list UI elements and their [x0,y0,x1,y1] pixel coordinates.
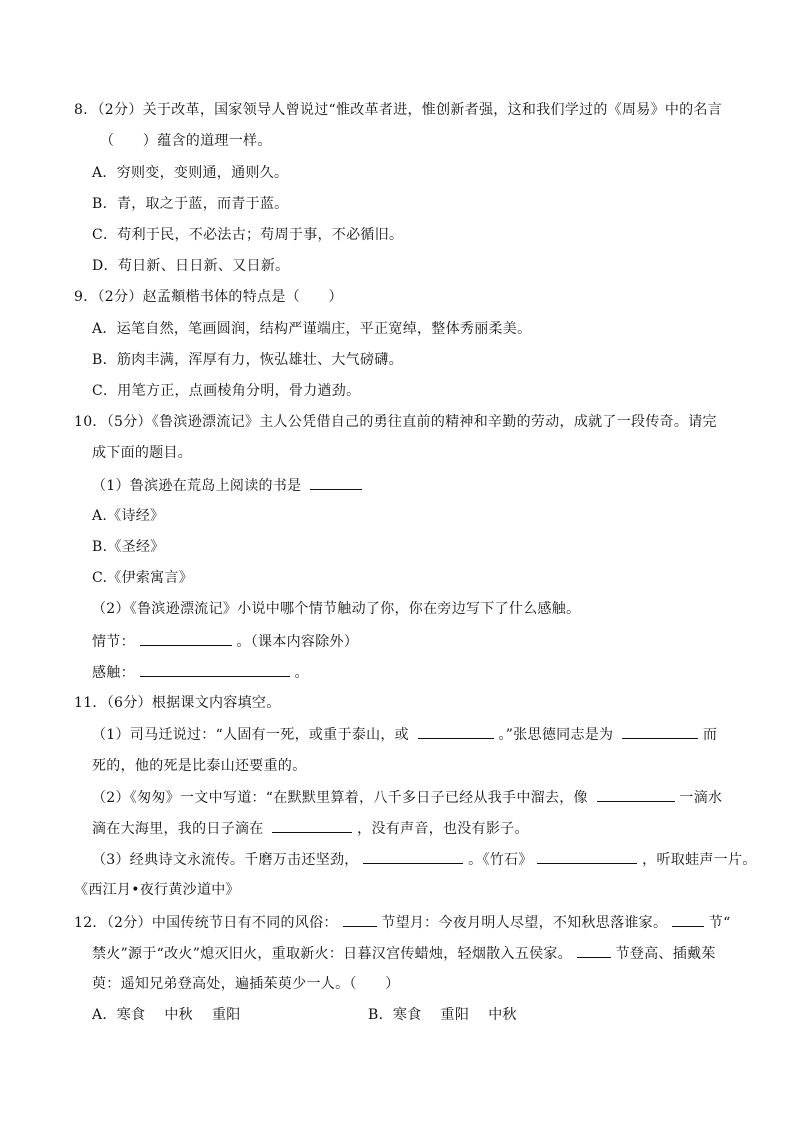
q11-sub2-blank-2[interactable] [272,819,352,833]
q12-text-b: 节望月：今夜月明人尽望，不知秋思落谁家。 [381,915,668,931]
q11-sub3-text-c: ，听取蛙声一片。 [642,852,757,868]
q8-option-d: D．苟日新、日日新、又日新。 [92,258,290,274]
q12-text-e: 节登高、插戴茱 [615,946,716,962]
q10-feel-blank[interactable] [140,663,290,677]
q11-sub1-text-a: （1）司马迁说过：“人固有一死，或重于泰山，或 [92,727,409,743]
q11-sub1-text-c: 而 [702,727,718,743]
q11-stem: 11．（6分）根据课文内容填空。 [74,695,281,711]
q12-text-d: 禁火”源于“改火”熄灭旧火，重取新火：日暮汉宫传蜡烛，轻烟散入五侯家。 [92,946,572,962]
q11-sub3-text-b: 。《竹石》 [468,852,533,868]
q8-option-a: A．穷则变，变则通，通则久。 [92,165,289,181]
q12-blank-3[interactable] [577,944,611,958]
q10-sub1-option-b: B.《圣经》 [92,539,165,555]
q11-sub1-text-b: 。”张思德同志是为 [498,727,614,743]
q10-feel-after: 。 [294,665,309,681]
q10-sub1-option-a: A.《诗经》 [92,508,165,524]
q10-stem-line2: 成下面的题目。 [92,445,193,461]
q10-stem-line1: 10．（5分）《鲁滨逊漂流记》主人公凭借自己的勇往直前的精神和辛勤的劳动，成就了一段传奇。请完 [74,414,717,430]
q12-option-b: B．寒食 重阳 中秋 [368,1007,517,1023]
q11-sub3-line1 [92,850,757,869]
q9-stem: 9．（2分）赵孟頫楷书体的特点是（ ） [74,289,343,305]
q11-sub2-line1 [92,788,722,807]
q11-sub2-blank-1[interactable] [597,788,675,802]
q12-stem-line1 [74,913,731,932]
q12-blank-1[interactable] [343,913,377,927]
q11-sub1-line2: 死的，他的死是比泰山还要重的。 [92,758,307,774]
q9-option-b: B．筋肉丰满，浑厚有力，恢弘雄壮、大气磅礴。 [92,352,403,368]
q11-sub2-line2 [92,819,529,838]
q9-option-c: C．用笔方正，点画棱角分明，骨力遒劲。 [92,383,361,399]
q11-sub1-blank-2[interactable] [622,725,698,739]
q8-stem-line2: （ ）蕴含的道理一样。 [100,133,272,149]
q11-sub3-line2: 《西江月•夜行黄沙道中》 [74,882,240,898]
q11-sub1-blank-1[interactable] [418,725,494,739]
q11-sub3-text-a: （3）经典诗文永流传。千磨万击还坚劲， [92,852,359,868]
q12-options-row [92,1006,692,1024]
q11-sub2-text-c: 滴在大海里，我的日子滴在 [92,821,264,837]
q10-plot-blank[interactable] [140,632,232,646]
q12-text-c: 节“ [708,915,731,931]
q12-blank-2[interactable] [672,913,704,927]
q11-sub2-text-a: （2）《匆匆》一文中写道：“在默默里算着，八千多日子已经从我手中溜去，像 [92,790,588,806]
q8-option-b: B．青，取之于蓝，而青于蓝。 [92,196,289,212]
q8-option-c: C．苟利于民，不必法古；苟周于事，不必循旧。 [92,227,404,243]
q11-sub2-text-b: 一滴水 [679,790,723,806]
q10-plot-after: 。（课本内容除外） [236,634,359,650]
q10-feel-label: 感触： [92,665,135,681]
q12-stem-line2 [92,944,716,963]
q11-sub3-blank-1[interactable] [363,850,463,864]
q9-option-a: A．运笔自然，笔画圆润，结构严谨端庄，平正宽绰，整体秀丽柔美。 [92,321,532,337]
q10-sub1-blank[interactable] [310,476,362,490]
q10-sub1 [92,476,362,495]
q8-stem-line1: 8．（2分）关于改革，国家领导人曾说过“惟改革者进，惟创新者强，这和我们学过的《周易》中的名言 [74,102,723,118]
q10-sub1-option-c: C.《伊索寓言》 [92,570,194,586]
q11-sub2-text-d: ，没有声音，也没有影子。 [357,821,529,837]
q10-plot-line [92,632,358,651]
q10-plot-label: 情节： [92,634,135,650]
q11-sub3-blank-2[interactable] [537,850,637,864]
q12-stem-line3: 萸：遥知兄弟登高处，遍插茱萸少一人。（ ） [92,976,400,992]
q12-option-a: A．寒食 中秋 重阳 [92,1007,241,1023]
q10-sub1-text: （1）鲁滨逊在荒岛上阅读的书是 [92,478,302,494]
q10-sub2: （2）《鲁滨逊漂流记》小说中哪个情节触动了你，你在旁边写下了什么感触。 [92,601,581,617]
q10-feel-line [92,663,309,682]
q12-text-a: 12．（2分）中国传统节日有不同的风俗： [74,915,338,931]
q11-sub1-line1 [92,725,717,744]
